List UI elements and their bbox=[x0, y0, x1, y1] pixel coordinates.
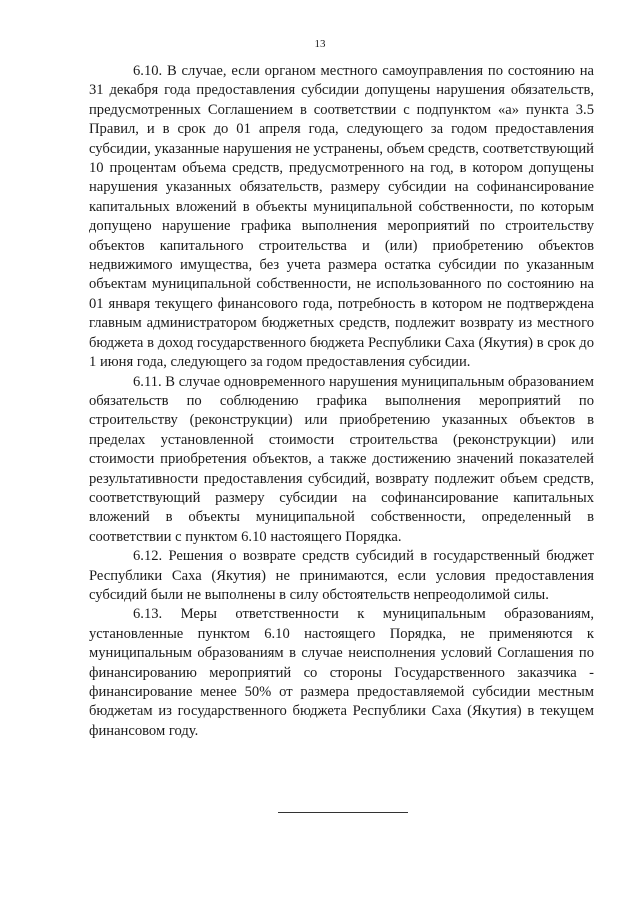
closing-divider-line bbox=[278, 812, 408, 813]
paragraph-6-13: 6.13. Меры ответственности к муниципальным образованиям, установленные пунктом 6.10 настоящего Порядка, не применяются к муниципальным образованиям в случае неисполнения условий Соглашения по финансированию мероприятий со стороны Государственного заказчика - финансирование менее 50% от размера предоставляемой субсидии местным бюджетам из государственного бюджета Республики Саха (Якутия) в текущем финансовом году. bbox=[89, 606, 594, 739]
paragraph-6-10: 6.10. В случае, если органом местного самоуправления по состоянию на 31 декабря года предоставления субсидии допущены нарушения обязательств, предусмотренных Соглашением в соответствии с подпунктом «а» пункта 3.5 Правил, и в срок до 01 апреля года, следующего за годом предоставления субсидии, указанные нарушения не устранены, объем средств, соответствующий 10 процентам объема средств, предусмотренного на год, в котором допущены нарушения указанных обязательств, размеру субсидии на софинансирование капитальных вложений в объекты муниципальной собственности, по которым допущено нарушение графика выполнения мероприятий по строительству объектов капитального строительства и (или) приобретению объектов недвижимого имущества, без учета размера остатка субсидии по указанным объектам муниципальной собственности, не использованного по состоянию на 01 января текущего финансового года, потребность в котором не подтверждена главным администратором бюджетных средств, подлежит возврату из местного бюджета в доход государственного бюджета Республики Саха (Якутия) в срок до 1 июня года, следующего за годом предоставления субсидии. bbox=[89, 63, 594, 371]
paragraph-6-11: 6.11. В случае одновременного нарушения муниципальным образованием обязательств по соблюдению графика выполнения мероприятий по строительству (реконструкции) или приобретению указанных объектов в пределах установленной стоимости строительства (реконструкции) или стоимости приобретения объектов, а также достижению значений показателей результативности предоставления субсидий, возврату подлежит объем средств, соответствующий размеру субсидии на софинансирование капитальных вложений в объекты муниципальной собственности, определенный в соответствии с пунктом 6.10 настоящего Порядка. bbox=[89, 373, 594, 545]
page-number: 13 bbox=[314, 38, 326, 50]
document-body bbox=[89, 62, 594, 741]
paragraph-6-12: 6.12. Решения о возврате средств субсидий в государственный бюджет Республики Саха (Якутия) не принимаются, если условия предоставления субсидий были не выполнены в силу обстоятельств непреодолимой силы. bbox=[89, 548, 594, 603]
